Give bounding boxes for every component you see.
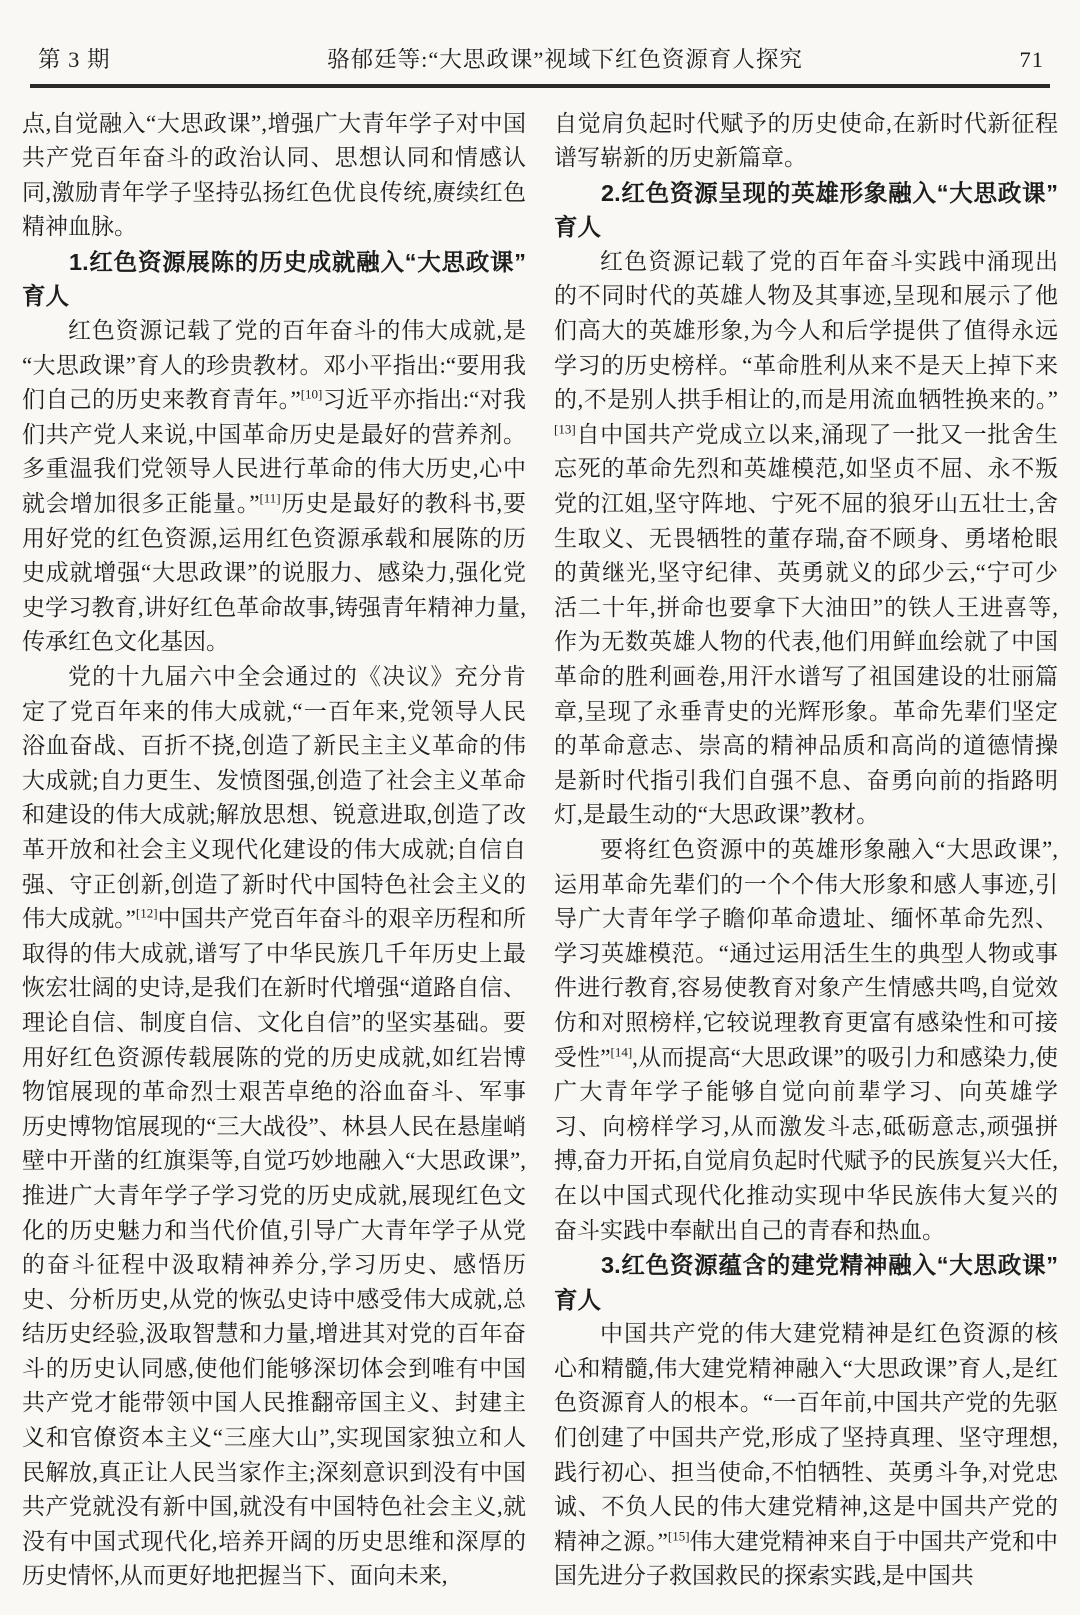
paragraph: 要将红色资源中的英雄形象融入“大思政课”,运用革命先辈们的一个个伟大形象和感人事迹,引导广大青年学子瞻仰革命遗址、缅怀革命先烈、学习英雄模范。“通过运用活生生的典型人物或事件进行教育,容易使教育对象产生情感共鸣,自觉效仿和对照榜样,它较说理教育更富有感染性和可接受性”[14],从而提高“大思政课”的吸引力和感染力,使广大青年学子能够自觉向前辈学习、向英雄学习、向榜样学习,从而激发斗志,砥砺意志,顽强拼搏,奋力开拓,自觉肩负起时代赋予的民族复兴大任,在以中国式现代化推动实现中华民族伟大复兴的奋斗实践中奉献出自己的青春和热血。 [554, 836, 1058, 1243]
section-heading-2: 2.红色资源呈现的英雄形象融入“大思政课”育人 [554, 179, 1058, 241]
paragraph-continuation: 自觉肩负起时代赋予的历史使命,在新时代新征程谱写崭新的历史新篇章。 [554, 110, 1058, 171]
running-title: 骆郁廷等:“大思政课”视域下红色资源育人探究 [327, 47, 803, 72]
paragraph: 中国共产党的伟大建党精神是红色资源的核心和精髓,伟大建党精神融入“大思政课”育人,是红色资源育人的根本。“一百年前,中国共产党的先驱们创建了中国共产党,形成了坚持真理、坚守理想,践行初心、担当使命,不怕牺牲、英勇斗争,对党忠诚、不负人民的伟大建党精神,这是中国共产党的精神之源。”[15]伟大建党精神来自于中国共产党和中国先进分子救国救民的探索实践,是中国共 [554, 1321, 1058, 1589]
paragraph-continuation: 点,自觉融入“大思政课”,增强广大青年学子对中国共产党百年奋斗的政治认同、思想认同和情感认同,激励青年学子坚持弘扬红色优良传统,赓续红色精神血脉。 [22, 110, 527, 240]
paragraph: 红色资源记载了党的百年奋斗实践中涌现出的不同时代的英雄人物及其事迹,呈现和展示了他们高大的英雄形象,为今人和后学提供了值得永远学习的历史榜样。“革命胜利从来不是天上掉下来的,不是别人拱手相让的,而是用流血牺牲换来的。”[13]自中国共产党成立以来,涌现了一批又一批舍生忘死的革命先烈和英雄模范,如坚贞不屈、永不叛党的江姐,坚守阵地、宁死不屈的狼牙山五壮士,舍生取义、无畏牺牲的董存瑞,奋不顾身、勇堵枪眼的黄继光,坚守纪律、英勇就义的邱少云,“宁可少活二十年,拼命也要拿下大油田”的铁人王进喜等,作为无数英雄人物的代表,他们用鲜血绘就了中国革命的胜利画卷,用汗水谱写了祖国建设的壮丽篇章,呈现了永垂青史的光辉形象。革命先辈们坚定的革命意志、崇高的精神品质和高尚的道德情操是新时代指引我们自强不息、奋勇向前的指路明灯,是最生动的“大思政课”教材。 [554, 248, 1058, 828]
left-column [22, 107, 526, 1595]
page-header [20, 0, 1060, 84]
article-body [20, 88, 1060, 1595]
section-heading-3: 3.红色资源蕴含的建党精神融入“大思政课”育人 [554, 1252, 1058, 1313]
paragraph: 红色资源记载了党的百年奋斗的伟大成就,是“大思政课”育人的珍贵教材。邓小平指出:“要用我们自己的历史来教育青年。”[10]习近平亦指出:“对我们共产党人来说,中国革命历史是最好的营养剂。多重温我们党领导人民进行革命的伟大历史,心中就会增加很多正能量。”[11]历史是最好的教科书,要用好党的红色资源,运用红色资源承载和展陈的历史成就增强“大思政课”的说服力、感染力,强化党史学习教育,讲好红色革命故事,铸强青年精神力量,传承红色文化基因。 [22, 318, 526, 655]
section-heading-1: 1.红色资源展陈的历史成就融入“大思政课”育人 [22, 248, 526, 310]
right-column [554, 107, 1058, 1595]
paragraph: 党的十九届六中全会通过的《决议》充分肯定了党百年来的伟大成就,“一百年来,党领导人民浴血奋战、百折不挠,创造了新民主主义革命的伟大成就;自力更生、发愤图强,创造了社会主义革命和建设的伟大成就;解放思想、锐意进取,创造了改革开放和社会主义现代化建设的伟大成就;自信自强、守正创新,创造了新时代中国特色社会主义的伟大成就。”[12]中国共产党百年奋斗的艰辛历程和所取得的伟大成就,谱写了中华民族几千年历史上最恢宏壮阔的史诗,是我们在新时代增强“道路自信、理论自信、制度自信、文化自信”的坚实基础。要用好红色资源传载展陈的党的历史成就,如红岩博物馆展现的革命烈士艰苦卓绝的浴血奋斗、军事历史博物馆展现的“三大战役”、林县人民在悬崖峭壁中开凿的红旗渠等,自觉巧妙地融入“大思政课”,推进广大青年学子学习党的历史成就,展现红色文化的历史魅力和当代价值,引导广大青年学子从党的奋斗征程中汲取精神养分,学习历史、感悟历史、分析历史,从党的恢弘史诗中感受伟大成就,总结历史经验,汲取智慧和力量,增进其对党的百年奋斗的历史认同感,使他们能够深切体会到唯有中国共产党才能带领中国人民推翻帝国主义、封建主义和官僚资本主义“三座大山”,实现国家独立和人民解放,真正让人民当家作主;深刻意识到没有中国共产党就没有新中国,就没有中国特色社会主义,就没有中国式现代化,培养开阔的历史思维和深厚的历史情怀,从而更好地把握当下、面向未来, [22, 664, 526, 1589]
issue-label: 第 3 期 [38, 47, 111, 72]
page-number: 71 [1019, 47, 1044, 72]
